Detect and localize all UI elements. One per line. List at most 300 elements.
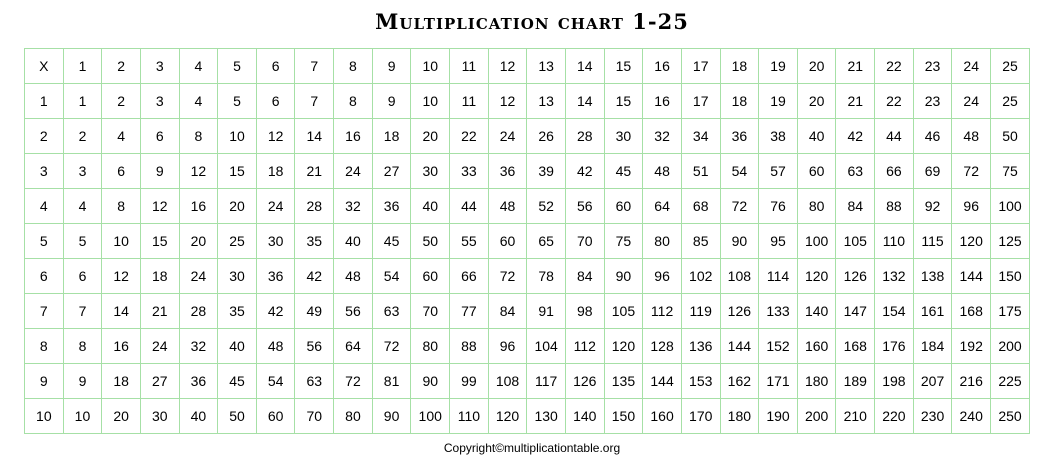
product-cell: 2: [102, 84, 141, 119]
product-cell: 4: [102, 119, 141, 154]
product-cell: 125: [991, 224, 1030, 259]
product-cell: 35: [295, 224, 334, 259]
product-cell: 150: [991, 259, 1030, 294]
product-cell: 96: [488, 329, 527, 364]
product-cell: 66: [450, 259, 489, 294]
product-cell: 210: [836, 399, 875, 434]
table-row: [25, 119, 1030, 154]
table-row: [25, 329, 1030, 364]
column-header: 10: [411, 49, 450, 84]
column-header: 12: [488, 49, 527, 84]
product-cell: 100: [991, 189, 1030, 224]
product-cell: 54: [372, 259, 411, 294]
row-header: 10: [25, 399, 64, 434]
product-cell: 64: [334, 329, 373, 364]
product-cell: 20: [411, 119, 450, 154]
table-row: [25, 84, 1030, 119]
product-cell: 4: [63, 189, 102, 224]
product-cell: 14: [295, 119, 334, 154]
product-cell: 68: [681, 189, 720, 224]
product-cell: 13: [527, 84, 566, 119]
product-cell: 110: [875, 224, 914, 259]
table-row: [25, 399, 1030, 434]
product-cell: 50: [411, 224, 450, 259]
product-cell: 12: [140, 189, 179, 224]
product-cell: 140: [565, 399, 604, 434]
product-cell: 16: [643, 84, 682, 119]
product-cell: 42: [256, 294, 295, 329]
product-cell: 63: [836, 154, 875, 189]
table-row: [25, 294, 1030, 329]
product-cell: 33: [450, 154, 489, 189]
product-cell: 48: [643, 154, 682, 189]
product-cell: 48: [488, 189, 527, 224]
product-cell: 1: [63, 84, 102, 119]
product-cell: 69: [913, 154, 952, 189]
product-cell: 133: [759, 294, 798, 329]
product-cell: 42: [836, 119, 875, 154]
product-cell: 176: [875, 329, 914, 364]
product-cell: 115: [913, 224, 952, 259]
product-cell: 18: [372, 119, 411, 154]
product-cell: 18: [720, 84, 759, 119]
product-cell: 72: [952, 154, 991, 189]
product-cell: 138: [913, 259, 952, 294]
product-cell: 99: [450, 364, 489, 399]
product-cell: 72: [488, 259, 527, 294]
product-cell: 81: [372, 364, 411, 399]
product-cell: 136: [681, 329, 720, 364]
column-header: 14: [565, 49, 604, 84]
product-cell: 144: [952, 259, 991, 294]
product-cell: 96: [952, 189, 991, 224]
product-cell: 56: [334, 294, 373, 329]
product-cell: 8: [102, 189, 141, 224]
multiplication-grid: [24, 48, 1030, 434]
column-header: 19: [759, 49, 798, 84]
product-cell: 48: [952, 119, 991, 154]
product-cell: 88: [875, 189, 914, 224]
table-row: [25, 364, 1030, 399]
product-cell: 4: [179, 84, 218, 119]
product-cell: 25: [991, 84, 1030, 119]
product-cell: 84: [836, 189, 875, 224]
product-cell: 168: [836, 329, 875, 364]
product-cell: 120: [488, 399, 527, 434]
table-row: [25, 154, 1030, 189]
product-cell: 18: [256, 154, 295, 189]
product-cell: 190: [759, 399, 798, 434]
product-cell: 20: [179, 224, 218, 259]
product-cell: 5: [63, 224, 102, 259]
product-cell: 105: [836, 224, 875, 259]
product-cell: 8: [179, 119, 218, 154]
product-cell: 80: [643, 224, 682, 259]
product-cell: 55: [450, 224, 489, 259]
product-cell: 154: [875, 294, 914, 329]
product-cell: 18: [102, 364, 141, 399]
row-header: 9: [25, 364, 64, 399]
product-cell: 105: [604, 294, 643, 329]
column-header: 9: [372, 49, 411, 84]
product-cell: 21: [836, 84, 875, 119]
product-cell: 38: [759, 119, 798, 154]
column-header: 4: [179, 49, 218, 84]
product-cell: 207: [913, 364, 952, 399]
table-row: [25, 224, 1030, 259]
product-cell: 17: [681, 84, 720, 119]
product-cell: 19: [759, 84, 798, 119]
product-cell: 240: [952, 399, 991, 434]
product-cell: 49: [295, 294, 334, 329]
product-cell: 36: [179, 364, 218, 399]
product-cell: 36: [488, 154, 527, 189]
product-cell: 25: [218, 224, 257, 259]
product-cell: 36: [256, 259, 295, 294]
product-cell: 28: [179, 294, 218, 329]
product-cell: 44: [875, 119, 914, 154]
product-cell: 21: [295, 154, 334, 189]
product-cell: 56: [295, 329, 334, 364]
product-cell: 152: [759, 329, 798, 364]
product-cell: 12: [102, 259, 141, 294]
product-cell: 88: [450, 329, 489, 364]
product-cell: 72: [720, 189, 759, 224]
product-cell: 30: [140, 399, 179, 434]
product-cell: 160: [643, 399, 682, 434]
column-header: 1: [63, 49, 102, 84]
product-cell: 90: [720, 224, 759, 259]
product-cell: 220: [875, 399, 914, 434]
product-cell: 24: [488, 119, 527, 154]
product-cell: 168: [952, 294, 991, 329]
product-cell: 171: [759, 364, 798, 399]
product-cell: 24: [179, 259, 218, 294]
product-cell: 51: [681, 154, 720, 189]
product-cell: 57: [759, 154, 798, 189]
product-cell: 8: [334, 84, 373, 119]
product-cell: 30: [218, 259, 257, 294]
product-cell: 20: [102, 399, 141, 434]
product-cell: 32: [334, 189, 373, 224]
column-header: 11: [450, 49, 489, 84]
product-cell: 15: [604, 84, 643, 119]
product-cell: 200: [991, 329, 1030, 364]
product-cell: 9: [372, 84, 411, 119]
product-cell: 32: [179, 329, 218, 364]
product-cell: 10: [102, 224, 141, 259]
product-cell: 35: [218, 294, 257, 329]
product-cell: 48: [256, 329, 295, 364]
product-cell: 128: [643, 329, 682, 364]
product-cell: 15: [218, 154, 257, 189]
product-cell: 9: [140, 154, 179, 189]
product-cell: 175: [991, 294, 1030, 329]
product-cell: 8: [63, 329, 102, 364]
product-cell: 16: [179, 189, 218, 224]
table-row: [25, 189, 1030, 224]
product-cell: 22: [875, 84, 914, 119]
product-cell: 24: [140, 329, 179, 364]
product-cell: 11: [450, 84, 489, 119]
column-header: 18: [720, 49, 759, 84]
product-cell: 6: [140, 119, 179, 154]
product-cell: 30: [604, 119, 643, 154]
product-cell: 144: [643, 364, 682, 399]
product-cell: 126: [836, 259, 875, 294]
product-cell: 63: [372, 294, 411, 329]
product-cell: 26: [527, 119, 566, 154]
product-cell: 108: [720, 259, 759, 294]
product-cell: 52: [527, 189, 566, 224]
product-cell: 80: [411, 329, 450, 364]
product-cell: 76: [759, 189, 798, 224]
product-cell: 104: [527, 329, 566, 364]
row-header: 1: [25, 84, 64, 119]
row-header: 8: [25, 329, 64, 364]
column-header: 3: [140, 49, 179, 84]
product-cell: 54: [256, 364, 295, 399]
product-cell: 48: [334, 259, 373, 294]
product-cell: 54: [720, 154, 759, 189]
corner-cell: X: [25, 49, 64, 84]
product-cell: 15: [140, 224, 179, 259]
product-cell: 16: [102, 329, 141, 364]
product-cell: 6: [102, 154, 141, 189]
product-cell: 170: [681, 399, 720, 434]
column-header: 15: [604, 49, 643, 84]
product-cell: 2: [63, 119, 102, 154]
product-cell: 126: [565, 364, 604, 399]
product-cell: 45: [604, 154, 643, 189]
product-cell: 44: [450, 189, 489, 224]
product-cell: 92: [913, 189, 952, 224]
product-cell: 30: [256, 224, 295, 259]
row-header: 2: [25, 119, 64, 154]
product-cell: 65: [527, 224, 566, 259]
product-cell: 70: [295, 399, 334, 434]
product-cell: 144: [720, 329, 759, 364]
product-cell: 27: [140, 364, 179, 399]
column-header: 20: [797, 49, 836, 84]
product-cell: 22: [450, 119, 489, 154]
product-cell: 14: [565, 84, 604, 119]
row-header: 3: [25, 154, 64, 189]
product-cell: 6: [63, 259, 102, 294]
product-cell: 72: [372, 329, 411, 364]
product-cell: 12: [488, 84, 527, 119]
product-cell: 34: [681, 119, 720, 154]
product-cell: 10: [411, 84, 450, 119]
product-cell: 23: [913, 84, 952, 119]
product-cell: 114: [759, 259, 798, 294]
product-cell: 5: [218, 84, 257, 119]
column-header: 5: [218, 49, 257, 84]
product-cell: 24: [952, 84, 991, 119]
column-header: 7: [295, 49, 334, 84]
product-cell: 90: [604, 259, 643, 294]
column-header: 22: [875, 49, 914, 84]
product-cell: 153: [681, 364, 720, 399]
product-cell: 66: [875, 154, 914, 189]
column-header: 2: [102, 49, 141, 84]
multiplication-table: [24, 48, 1030, 434]
product-cell: 198: [875, 364, 914, 399]
product-cell: 3: [140, 84, 179, 119]
product-cell: 80: [334, 399, 373, 434]
product-cell: 180: [797, 364, 836, 399]
product-cell: 12: [256, 119, 295, 154]
product-cell: 126: [720, 294, 759, 329]
product-cell: 32: [643, 119, 682, 154]
row-header: 6: [25, 259, 64, 294]
product-cell: 192: [952, 329, 991, 364]
product-cell: 60: [411, 259, 450, 294]
column-header: 17: [681, 49, 720, 84]
product-cell: 42: [295, 259, 334, 294]
product-cell: 117: [527, 364, 566, 399]
copyright-footer: Copyright©multiplicationtable.org: [443, 441, 621, 455]
product-cell: 50: [218, 399, 257, 434]
product-cell: 60: [604, 189, 643, 224]
product-cell: 78: [527, 259, 566, 294]
row-header: 7: [25, 294, 64, 329]
column-header: 23: [913, 49, 952, 84]
product-cell: 119: [681, 294, 720, 329]
product-cell: 21: [140, 294, 179, 329]
product-cell: 180: [720, 399, 759, 434]
product-cell: 120: [797, 259, 836, 294]
product-cell: 63: [295, 364, 334, 399]
product-cell: 60: [797, 154, 836, 189]
product-cell: 120: [952, 224, 991, 259]
product-cell: 9: [63, 364, 102, 399]
product-cell: 75: [991, 154, 1030, 189]
product-cell: 28: [295, 189, 334, 224]
product-cell: 184: [913, 329, 952, 364]
column-header: 25: [991, 49, 1030, 84]
product-cell: 90: [372, 399, 411, 434]
product-cell: 75: [604, 224, 643, 259]
column-header: 21: [836, 49, 875, 84]
column-header: 16: [643, 49, 682, 84]
product-cell: 45: [372, 224, 411, 259]
column-header: 6: [256, 49, 295, 84]
product-cell: 108: [488, 364, 527, 399]
product-cell: 7: [63, 294, 102, 329]
product-cell: 96: [643, 259, 682, 294]
row-header: 4: [25, 189, 64, 224]
row-header: 5: [25, 224, 64, 259]
product-cell: 160: [797, 329, 836, 364]
product-cell: 60: [488, 224, 527, 259]
product-cell: 140: [797, 294, 836, 329]
product-cell: 162: [720, 364, 759, 399]
product-cell: 46: [913, 119, 952, 154]
product-cell: 20: [218, 189, 257, 224]
column-header: 8: [334, 49, 373, 84]
product-cell: 7: [295, 84, 334, 119]
product-cell: 20: [797, 84, 836, 119]
product-cell: 100: [797, 224, 836, 259]
product-cell: 14: [102, 294, 141, 329]
product-cell: 70: [411, 294, 450, 329]
product-cell: 85: [681, 224, 720, 259]
product-cell: 98: [565, 294, 604, 329]
product-cell: 120: [604, 329, 643, 364]
product-cell: 6: [256, 84, 295, 119]
table-row: [25, 259, 1030, 294]
product-cell: 42: [565, 154, 604, 189]
product-cell: 161: [913, 294, 952, 329]
product-cell: 64: [643, 189, 682, 224]
product-cell: 130: [527, 399, 566, 434]
product-cell: 10: [63, 399, 102, 434]
product-cell: 216: [952, 364, 991, 399]
product-cell: 39: [527, 154, 566, 189]
product-cell: 147: [836, 294, 875, 329]
product-cell: 150: [604, 399, 643, 434]
column-header: 13: [527, 49, 566, 84]
page-title: Multiplication chart 1-25: [375, 9, 689, 34]
product-cell: 40: [411, 189, 450, 224]
product-cell: 36: [372, 189, 411, 224]
product-cell: 70: [565, 224, 604, 259]
product-cell: 80: [797, 189, 836, 224]
table-header-row: [25, 49, 1030, 84]
product-cell: 18: [140, 259, 179, 294]
product-cell: 56: [565, 189, 604, 224]
product-cell: 77: [450, 294, 489, 329]
product-cell: 110: [450, 399, 489, 434]
product-cell: 225: [991, 364, 1030, 399]
product-cell: 230: [913, 399, 952, 434]
product-cell: 28: [565, 119, 604, 154]
product-cell: 16: [334, 119, 373, 154]
product-cell: 50: [991, 119, 1030, 154]
product-cell: 45: [218, 364, 257, 399]
product-cell: 40: [797, 119, 836, 154]
product-cell: 200: [797, 399, 836, 434]
product-cell: 250: [991, 399, 1030, 434]
product-cell: 135: [604, 364, 643, 399]
product-cell: 72: [334, 364, 373, 399]
product-cell: 112: [565, 329, 604, 364]
product-cell: 10: [218, 119, 257, 154]
product-cell: 30: [411, 154, 450, 189]
product-cell: 100: [411, 399, 450, 434]
product-cell: 40: [218, 329, 257, 364]
product-cell: 84: [565, 259, 604, 294]
product-cell: 132: [875, 259, 914, 294]
product-cell: 189: [836, 364, 875, 399]
product-cell: 90: [411, 364, 450, 399]
product-cell: 40: [179, 399, 218, 434]
product-cell: 24: [334, 154, 373, 189]
product-cell: 84: [488, 294, 527, 329]
product-cell: 3: [63, 154, 102, 189]
product-cell: 60: [256, 399, 295, 434]
product-cell: 27: [372, 154, 411, 189]
product-cell: 91: [527, 294, 566, 329]
product-cell: 40: [334, 224, 373, 259]
product-cell: 36: [720, 119, 759, 154]
product-cell: 112: [643, 294, 682, 329]
column-header: 24: [952, 49, 991, 84]
product-cell: 12: [179, 154, 218, 189]
product-cell: 95: [759, 224, 798, 259]
product-cell: 24: [256, 189, 295, 224]
